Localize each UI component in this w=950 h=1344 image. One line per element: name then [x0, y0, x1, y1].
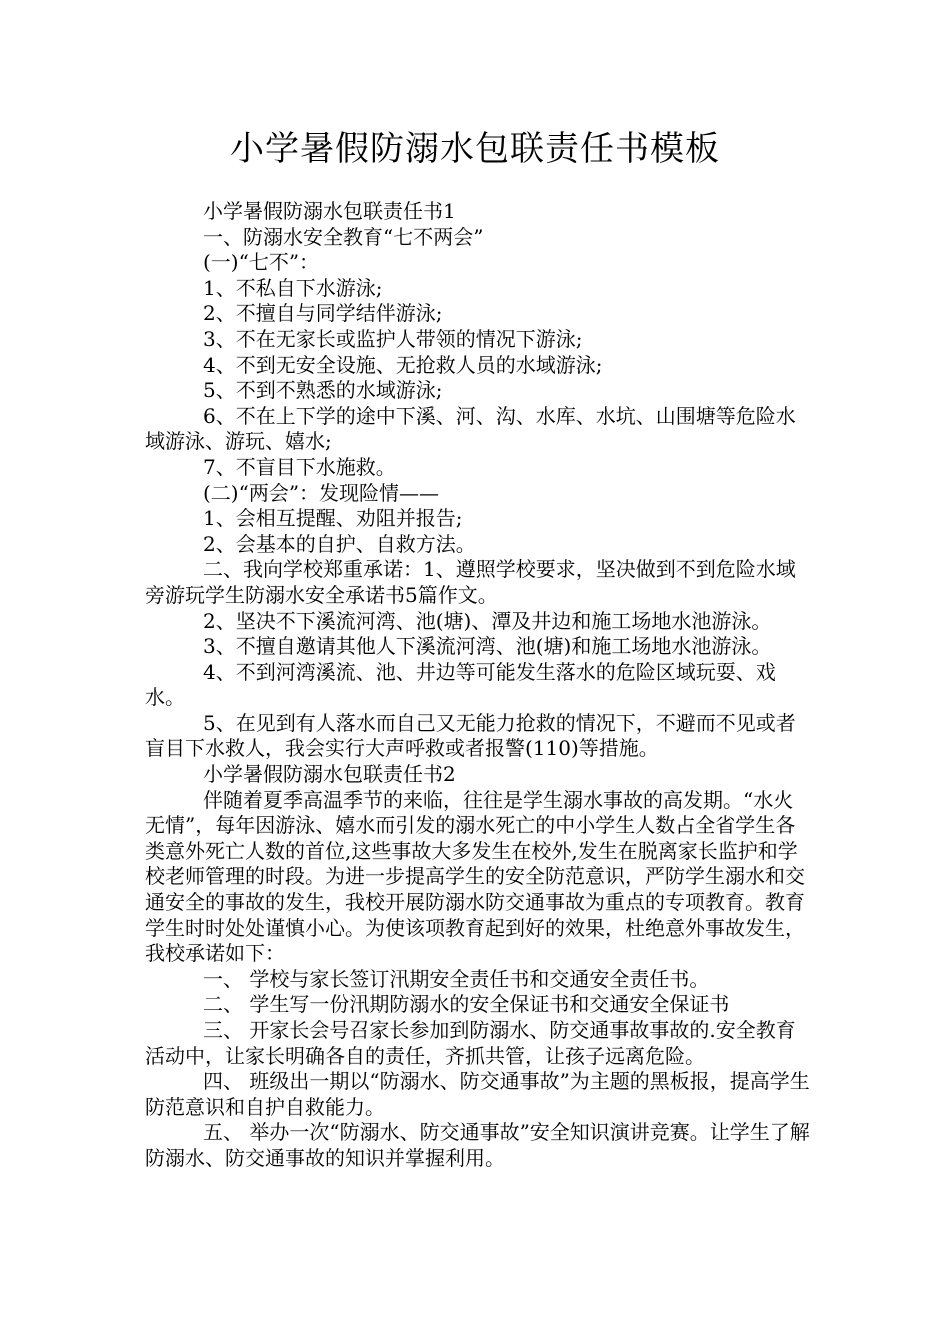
- paragraph: 一、防溺水安全教育“七不两会”: [203, 224, 484, 249]
- paragraph: 7、不盲目下水施救。: [203, 454, 396, 479]
- paragraph: 4、不到无安全设施、无抢救人员的水域游泳;: [203, 352, 603, 377]
- paragraph: 1、不私自下水游泳;: [203, 275, 383, 300]
- paragraph: 五、 举办一次“防溺水、防交通事故”安全知识演讲竞赛。让学生了解防溺水、防交通事故的知识并掌握利用。: [145, 1120, 810, 1170]
- paragraph: 小学暑假防溺水包联责任书2: [203, 762, 456, 787]
- paragraph: 一、 学校与家长签订汛期安全责任书和交通安全责任书。: [203, 966, 710, 991]
- paragraph: 四、 班级出一期以“防溺水、防交通事故”为主题的黑板报，提高学生防范意识和自护自救能力。: [145, 1069, 810, 1119]
- paragraph: 6、不在上下学的途中下溪、河、沟、水库、水坑、山围塘等危险水域游泳、游玩、嬉水;: [145, 403, 796, 454]
- paragraph: 5、不到不熟悉的水域游泳;: [203, 378, 443, 403]
- paragraph: 5、在见到有人落水而自己又无能力抢救的情况下，不避而不见或者盲目下水救人，我会实行大声呼救或者报警(110)等措施。: [145, 710, 796, 761]
- paragraph: 伴随着夏季高温季节的来临，往往是学生溺水事故的高发期。“水火无情”，每年因游泳、嬉水而引发的溺水死亡的中小学生人数占全省学生各类意外死亡人数的首位,这些事故大多发生在校外,发生在脱离家长监护和学校老师管理的时段。为进一步提高学生的安全防范意识，严防学生溺水和交通安全的事故的发生，我校开展防溺水防交通事故为重点的专项教育。教育学生时时处处谨慎小心。为使该项教育起到好的效果，杜绝意外事故发生，我校承诺如下：: [145, 787, 805, 966]
- paragraph: 3、不在无家长或监护人带领的情况下游泳;: [203, 326, 583, 351]
- paragraph: 三、 开家长会号召家长参加到防溺水、防交通事故事故的.安全教育活动中，让家长明确各自的责任，齐抓共管，让孩子远离危险。: [145, 1018, 796, 1068]
- paragraph: 2、不擅自与同学结伴游泳;: [203, 301, 443, 326]
- paragraph: 小学暑假防溺水包联责任书1: [203, 199, 456, 223]
- paragraph: 3、不擅自邀请其他人下溪流河湾、池(塘)和施工场地水池游泳。: [203, 634, 772, 659]
- paragraph: 1、会相互提醒、劝阻并报告;: [203, 506, 463, 531]
- paragraph: 2、会基本的自护、自救方法。: [203, 531, 476, 556]
- paragraph: (二)“两会”：发现险情——: [203, 480, 440, 505]
- document-body: [145, 199, 813, 1172]
- paragraph: (一)“七不”：: [203, 250, 320, 275]
- paragraph: 2、坚决不下溪流河湾、池(塘)、潭及井边和施工场地水池游泳。: [203, 608, 772, 633]
- paragraph: 4、不到河湾溪流、池、井边等可能发生落水的危险区域玩耍、戏水。: [145, 659, 776, 710]
- paragraph: 二、我向学校郑重承诺：1、遵照学校要求，坚决做到不到危险水域旁游玩学生防溺水安全承诺书5篇作文。: [145, 557, 796, 607]
- paragraph: 二、 学生写一份汛期防溺水的安全保证书和交通安全保证书: [203, 992, 730, 1017]
- document-title: 小学暑假防溺水包联责任书模板: [230, 129, 720, 169]
